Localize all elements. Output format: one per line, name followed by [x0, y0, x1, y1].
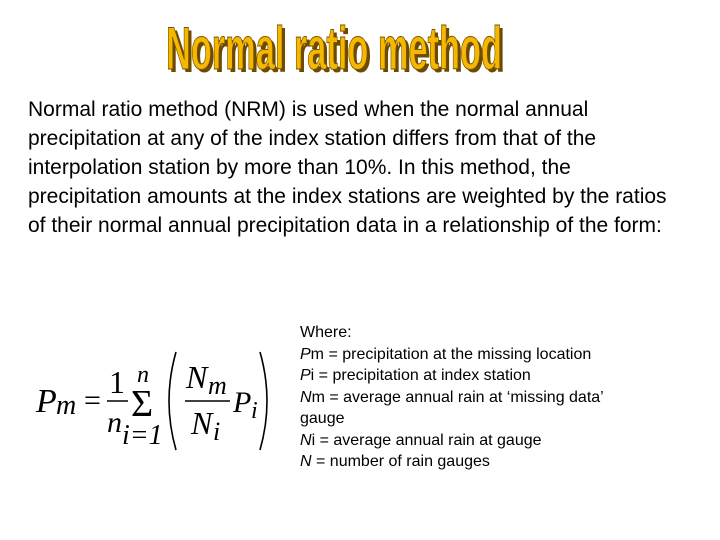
definition-text: = precipitation at the missing location	[324, 345, 592, 363]
definition-sub: i	[310, 367, 315, 384]
formula-ratio-num: N	[186, 359, 208, 395]
nrm-formula	[34, 344, 284, 458]
intro-paragraph: Normal ratio method (NRM) is used when the normal annual precipitation at any of the index station differs from that of the interpolation station by more than 10%. In this method, the precipitation amounts at the index stations are weighted by the ratios of their normal annual precipitation data in a relationship of the form:	[28, 98, 667, 237]
definition-pm	[300, 344, 660, 366]
formula-frac-den: n	[107, 406, 122, 439]
definition-text: = average annual rain at gauge	[315, 431, 542, 449]
page-title-shadow: Normal ratio method	[169, 18, 505, 80]
definition-symbol: N	[300, 431, 312, 449]
definition-nm-continued	[300, 408, 660, 430]
definition-ni	[300, 430, 660, 452]
formula-sum-lower: i=1	[122, 420, 163, 451]
definition-symbol: P	[300, 345, 311, 363]
formula-ratio-den: N	[191, 405, 213, 441]
definition-symbol: N	[300, 453, 312, 470]
definition-nm	[300, 387, 660, 409]
formula-lhs-symbol: P	[36, 383, 57, 420]
page-title-text: Normal ratio method	[166, 15, 502, 80]
formula-left-paren	[169, 352, 176, 450]
formula-frac-num: 1	[109, 364, 125, 400]
definition-pi	[300, 365, 660, 387]
definition-n	[300, 451, 660, 473]
formula-sum-upper: n	[137, 362, 149, 388]
formula-term-symbol: P	[233, 386, 252, 419]
formula-sum-symbol: Σ	[131, 383, 154, 425]
definition-sub: m	[311, 388, 325, 406]
formula-equals: =	[84, 384, 101, 417]
definition-symbol: N	[300, 388, 312, 406]
definition-symbol: P	[300, 367, 311, 384]
variable-definitions	[300, 322, 660, 473]
definition-sub: m	[310, 345, 324, 363]
definition-text: = number of rain gauges	[311, 453, 490, 470]
formula-term-sub: i	[251, 398, 258, 424]
definition-text: = precipitation at index station	[314, 367, 531, 384]
page-title	[150, 8, 520, 80]
formula-ratio-den-sub: i	[213, 417, 221, 446]
definition-sub: i	[311, 431, 316, 449]
formula-lhs-sub: m	[56, 390, 77, 421]
definition-text: = average annual rain at ‘missing data’	[324, 388, 604, 406]
definition-text: gauge	[300, 410, 345, 427]
where-heading: Where:	[300, 324, 352, 341]
formula-right-paren	[260, 352, 267, 450]
formula-ratio-num-sub: m	[208, 371, 227, 400]
